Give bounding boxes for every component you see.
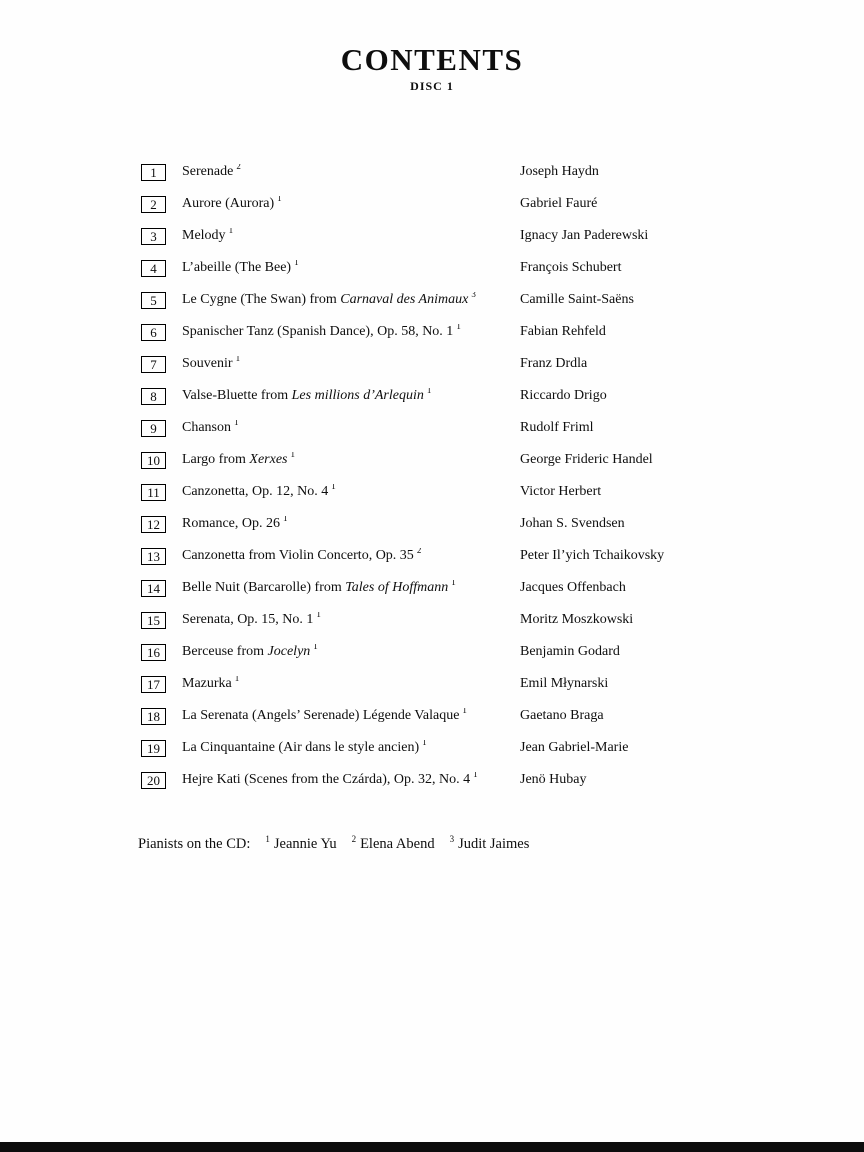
pianist-entry [352,836,435,852]
track-number: 18 [147,708,160,724]
track-row [141,508,751,540]
track-row [141,380,751,412]
track-number-box [141,740,166,757]
pianist-superscript: 1 [234,420,239,428]
track-number-box [141,388,166,405]
page-header [0,0,864,94]
pianists-note [138,836,529,853]
track-title: Le Cygne (The Swan) from Carnaval des Animaux $^3$ [182,292,520,308]
pianist-superscript: 1 [426,388,432,396]
track-row [141,604,751,636]
track-number: 16 [147,644,160,660]
track-row [141,540,751,572]
track-row [141,220,751,252]
pianist-entry [265,836,336,852]
track-number-box [141,772,166,789]
page-bottom-edge [0,1142,864,1152]
pianist-superscript: 2 [351,834,357,845]
track-row [141,732,751,764]
track-composer: Rudolf Friml [520,420,594,435]
pianist-superscript: 1 [316,612,321,620]
pianist-superscript: 1 [265,834,270,845]
track-number-box [141,484,166,501]
track-composer: Jacques Offenbach [520,580,626,595]
track-number-box [141,356,166,373]
track-title: Hejre Kati (Scenes from the Czárda), Op. 32, No. 4 $^1$ [182,772,520,788]
track-number-box [141,196,166,213]
track-number: 6 [150,324,157,340]
track-number-box [141,228,166,245]
track-row [141,444,751,476]
track-title: Canzonetta from Violin Concerto, Op. 35 $^2$ [182,548,520,564]
track-number-box [141,644,166,661]
track-number-box [141,676,166,693]
track-number: 20 [147,772,160,788]
pianist-name: Judit Jaimes [458,836,530,852]
track-number: 14 [147,580,160,596]
track-row [141,412,751,444]
track-title: Valse-Bluette from Les millions d’Arlequin $^1$ [182,388,520,404]
track-composer: Jean Gabriel-Marie [520,740,629,755]
page-title: CONTENTS [340,42,524,77]
track-title: Belle Nuit (Barcarolle) from Tales of Hoffmann $^1$ [182,580,520,596]
track-row [141,572,751,604]
track-number: 7 [150,356,157,372]
track-number-box [141,612,166,629]
pianist-superscript: 1 [451,580,456,588]
track-composer: Franz Drdla [520,356,588,371]
pianist-superscript: 1 [456,324,461,332]
track-number: 3 [150,228,157,244]
track-title: Spanischer Tanz (Spanish Dance), Op. 58, No. 1 $^1$ [182,324,520,340]
track-title: Romance, Op. 26 $^1$ [182,516,520,532]
track-composer: Benjamin Godard [520,644,620,659]
track-composer: Emil Młynarski [520,676,609,691]
track-composer: Fabian Rehfeld [520,324,606,339]
track-composer: Ignacy Jan Paderewski [520,228,649,243]
pianist-name: Jeannie Yu [273,836,337,852]
track-row [141,284,751,316]
track-composer: Riccardo Drigo [520,388,607,403]
track-number: 2 [150,196,157,212]
track-title: Melody $^1$ [182,228,520,244]
track-number: 17 [147,676,160,692]
track-number-box [141,324,166,341]
track-title: Serenade $^2$ [182,164,520,180]
track-title: Aurore (Aurora) $^1$ [182,196,520,212]
pianist-superscript: 3 [471,292,476,300]
track-number: 9 [150,420,157,436]
pianist-superscript: 1 [294,260,299,268]
track-composer: Gaetano Braga [520,708,604,723]
track-number-box [141,260,166,277]
track-title: Serenata, Op. 15, No. 1 $^1$ [182,612,520,628]
track-composer: Moritz Moszkowski [520,612,634,627]
track-number-box [141,580,166,597]
track-title: Mazurka $^1$ [182,676,520,692]
track-title: La Serenata (Angels’ Serenade) Légende Valaque $^1$ [182,708,520,724]
pianist-superscript: 1 [422,740,427,748]
track-row [141,636,751,668]
pianist-superscript: 1 [473,772,478,780]
track-row [141,188,751,220]
track-title: Souvenir $^1$ [182,356,520,372]
track-number: 5 [150,292,157,308]
track-composer: Camille Saint-Saëns [520,292,634,307]
pianist-superscript: 1 [313,644,318,652]
track-number: 10 [147,452,160,468]
pianist-superscript: 1 [331,484,336,492]
track-number-box [141,292,166,309]
track-number-box [141,708,166,725]
track-number: 1 [150,164,157,180]
track-number-box [141,452,166,469]
track-number-box [141,164,166,181]
track-number-box [141,548,166,565]
track-number: 19 [147,740,160,756]
pianist-superscript: 1 [290,452,295,460]
track-row [141,476,751,508]
track-composer: Gabriel Fauré [520,196,598,211]
pianist-superscript: 1 [234,676,240,684]
track-row [141,156,751,188]
track-number: 15 [147,612,160,628]
track-number: 12 [147,516,160,532]
track-list [141,156,751,796]
pianist-name: Elena Abend [360,836,435,852]
track-title: Chanson $^1$ [182,420,520,436]
track-number-box [141,420,166,437]
track-number-box [141,516,166,533]
pianist-superscript: 1 [228,228,234,236]
track-title: Berceuse from Jocelyn $^1$ [182,644,520,660]
track-title: Canzonetta, Op. 12, No. 4 $^1$ [182,484,520,500]
pianist-superscript: 1 [235,356,241,364]
track-title: L’abeille (The Bee) $^1$ [182,260,520,276]
track-composer: George Frideric Handel [520,452,653,467]
track-composer: Peter Il’yich Tchaikovsky [520,548,665,563]
pianist-superscript: 2 [416,548,422,556]
track-title: Largo from Xerxes $^1$ [182,452,520,468]
track-row [141,316,751,348]
pianists-label: Pianists on the CD: [138,836,251,852]
track-composer: Joseph Haydn [520,164,599,179]
track-composer: Jenö Hubay [520,772,587,787]
track-composer: Victor Herbert [520,484,602,499]
track-composer: François Schubert [520,260,622,275]
disc-label: DISC 1 [410,79,454,93]
track-number: 11 [147,484,160,500]
pianist-superscript: 1 [462,708,467,716]
track-row [141,348,751,380]
track-row [141,252,751,284]
track-composer: Johan S. Svendsen [520,516,625,531]
track-title: La Cinquantaine (Air dans le style ancien) $^1$ [182,740,520,756]
track-row [141,700,751,732]
track-number: 4 [150,260,157,276]
track-number: 8 [150,388,157,404]
track-number: 13 [147,548,160,564]
pianist-superscript: 3 [449,834,455,845]
track-row [141,668,751,700]
pianist-superscript: 2 [236,164,241,172]
pianist-entry [450,836,530,852]
pianist-superscript: 1 [277,196,282,204]
track-row [141,764,751,796]
pianist-superscript: 1 [282,516,288,524]
